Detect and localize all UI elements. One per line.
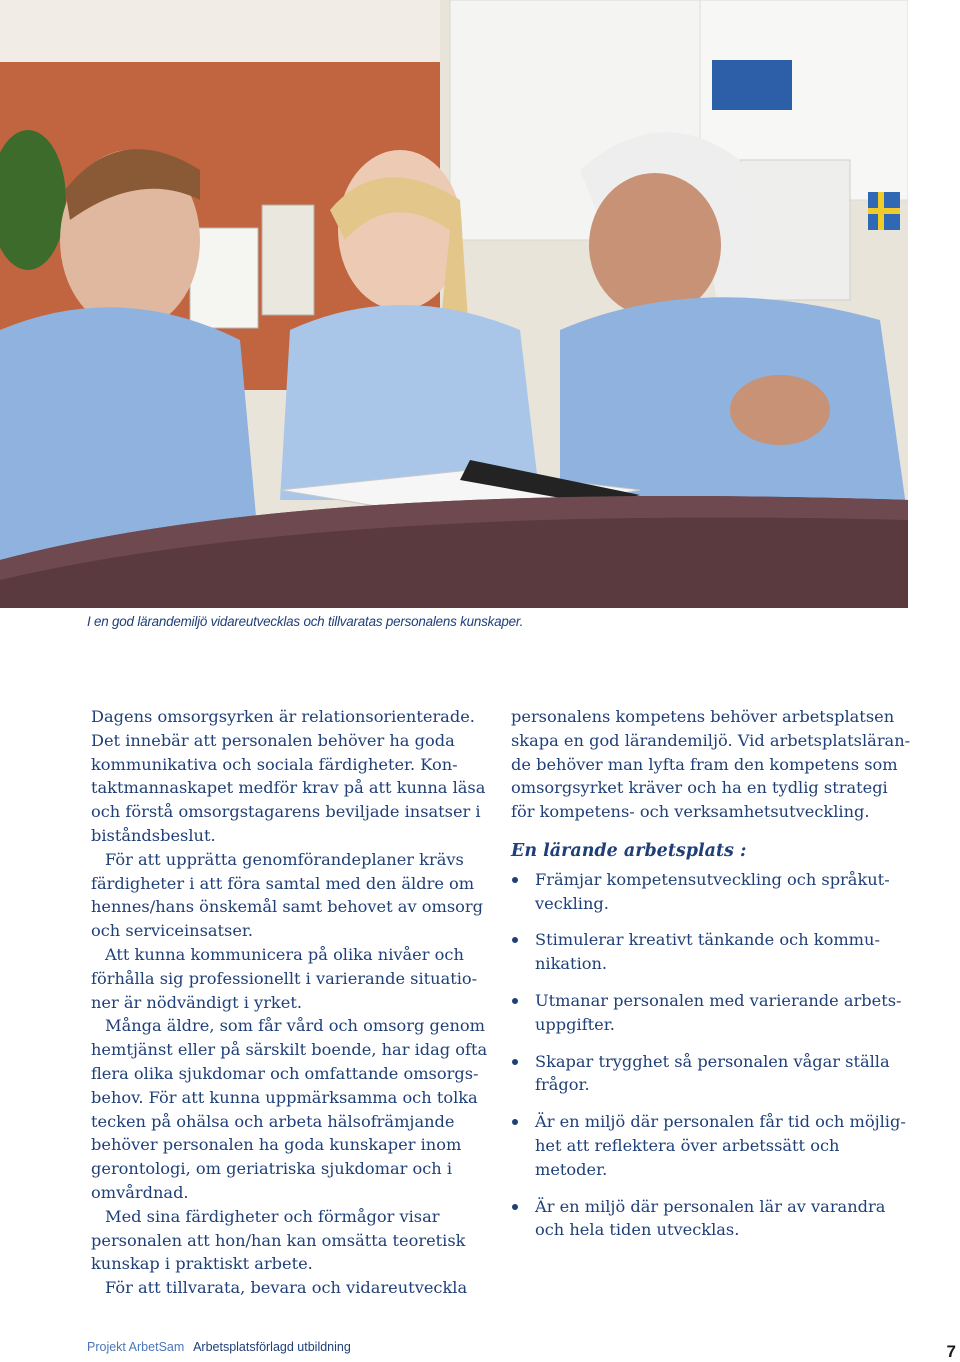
page-footer — [87, 1340, 351, 1354]
bullet-list — [511, 868, 916, 1242]
list-item — [511, 868, 916, 916]
list-item-text: Stimulerar kreativt tänkande och kommunikation. — [535, 930, 880, 974]
list-item — [511, 1110, 916, 1181]
list-item — [511, 989, 916, 1037]
paragraph: Med sina färdigheter och förmågor visar personalen att hon/han kan omsätta teoretisk kunskap i praktiskt arbete. — [91, 1206, 466, 1274]
paragraph: Många äldre, som får vård och omsorg genom hemtjänst eller på särskilt boende, har idag ofta flera olika sjukdomar och omfattande omsorgsbehov. För att kunna uppmärksamma och tolka tecken på ohälsa och arbeta hälsofrämjande behöver personalen ha goda kunskaper inom gerontologi, om geriatriska sjukdomar och i omvårdnad. — [91, 1016, 488, 1202]
bullet-icon — [512, 1059, 518, 1065]
paragraph: För att tillvarata, bevara och vidareutveckla — [105, 1278, 468, 1298]
bullet-icon — [512, 998, 518, 1004]
body-left-column — [91, 705, 491, 1300]
header-photo — [0, 0, 908, 608]
photo-caption: I en god lärandemiljö vidareutvecklas och tillvaratas personalens kunskaper. — [87, 614, 524, 629]
bullet-icon — [512, 1119, 518, 1125]
list-item-text: Främjar kompetensutveckling och språkutveckling. — [535, 869, 890, 913]
list-item — [511, 1195, 916, 1243]
paragraph: För att upprätta genomförandeplaner krävs färdigheter i att föra samtal med den äldre om hennes/hans önskemål samt behovet av omsorg och serviceinsatser. — [91, 849, 483, 941]
list-item — [511, 1050, 916, 1098]
footer-title: Arbetsplatsförlagd utbildning — [193, 1340, 351, 1354]
body-right-column — [511, 705, 916, 1255]
section-heading: En lärande arbetsplats : — [511, 840, 747, 861]
bullet-icon — [512, 877, 518, 883]
list-item — [511, 928, 916, 976]
list-item-text: Är en miljö där personalen lär av varandra och hela tiden utvecklas. — [535, 1196, 886, 1240]
footer-project: Projekt ArbetSam — [87, 1340, 185, 1354]
bullet-icon — [512, 937, 518, 943]
paragraph: personalens kompetens behöver arbetsplatsen skapa en god lärandemiljö. Vid arbetsplatslärande behöver man lyfta fram den kompetens som omsorgsyrket kräver och ha en tydlig strategi för kompetens- och verksamhetsutveckling. — [511, 707, 911, 822]
list-item-text: Är en miljö där personalen får tid och möjlighet att reflektera över arbetssätt och metoder. — [535, 1112, 906, 1179]
page-number: 7 — [946, 1342, 956, 1361]
paragraph: Att kunna kommunicera på olika nivåer och förhålla sig professionellt i varierande situationer är nödvändigt i yrket. — [91, 944, 478, 1012]
list-item-text: Skapar trygghet så personalen vågar ställa frågor. — [535, 1051, 890, 1095]
bullet-icon — [512, 1204, 518, 1210]
list-item-text: Utmanar personalen med varierande arbetsuppgifter. — [535, 990, 902, 1034]
photo-nurses-at-table — [0, 0, 908, 608]
paragraph: Dagens omsorgsyrken är relationsorienterade. Det innebär att personalen behöver ha goda kommunikativa och sociala färdigheter. Kontaktmannaskapet medför krav på att kunna läsa och förstå omsorgstagarens beviljade insatser i biståndsbeslut. — [91, 707, 486, 845]
